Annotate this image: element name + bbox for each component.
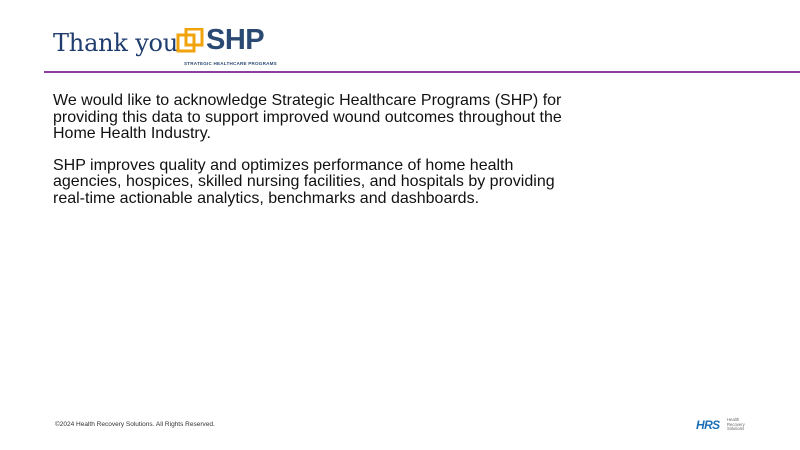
hrs-logo-words <box>727 418 745 432</box>
footer-copyright: ©2024 Health Recovery Solutions. All Rights Reserved. <box>55 421 215 428</box>
hrs-word: Health <box>727 417 740 422</box>
hrs-logo <box>696 418 756 434</box>
shp-logo <box>176 24 277 68</box>
hrs-mark: HRS <box>696 418 720 432</box>
title-divider <box>44 71 800 73</box>
shp-squares-icon <box>176 28 206 58</box>
acknowledgement-paragraph: We would like to acknowledge Strategic Healthcare Programs (SHP) for providing this data to support improved wound outcomes throughout the Home Health Industry. <box>53 92 562 142</box>
hrs-word: Solutions <box>727 426 745 432</box>
shp-wordmark: SHP <box>206 24 265 56</box>
hrs-word: Recovery <box>727 421 745 427</box>
slide-title: Thank you <box>53 29 179 57</box>
shp-description-paragraph: SHP improves quality and optimizes performance of home health agencies, hospices, skilled nursing facilities, and hospitals by providing real-time actionable analytics, benchmarks and dashboards. <box>53 156 555 207</box>
shp-tagline: STRATEGIC HEALTHCARE PROGRAMS <box>184 61 277 66</box>
body-text <box>53 93 573 222</box>
